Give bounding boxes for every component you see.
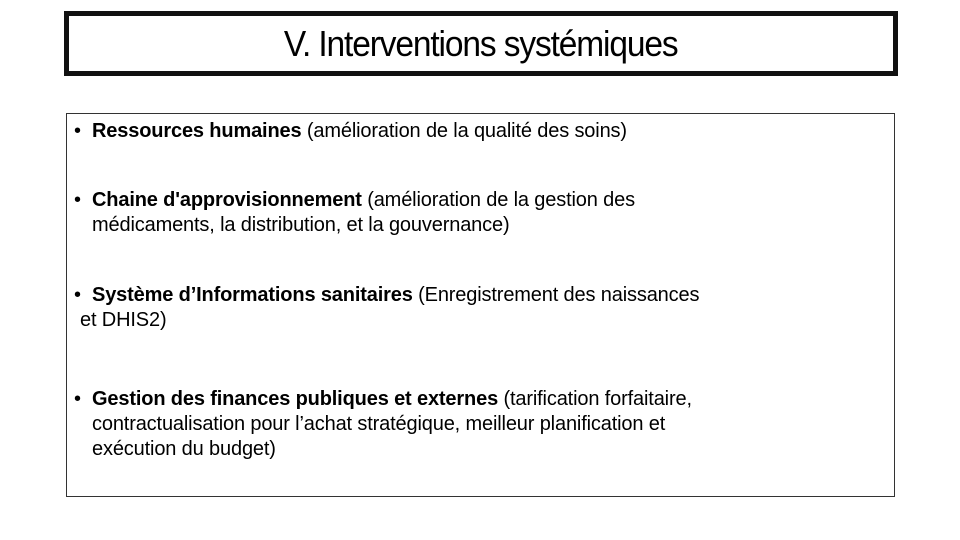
title-frame xyxy=(64,11,898,76)
bullet-continuation: contractualisation pour l’achat stratégique, meilleur planification et xyxy=(92,413,666,435)
bullet-item-supply-chain xyxy=(74,188,854,238)
bullet-continuation: exécution du budget) xyxy=(92,438,276,460)
bullet-item-health-information xyxy=(74,283,854,333)
bullet-continuation: médicaments, la distribution, et la gouvernance) xyxy=(92,214,510,236)
bullet-heading: Gestion des finances publiques et externes xyxy=(92,388,499,410)
bullet-continuation: et DHIS2) xyxy=(80,309,167,331)
bullet-icon: • xyxy=(74,120,81,142)
bullet-icon: • xyxy=(74,189,81,211)
bullet-text: (Enregistrement des naissances xyxy=(412,284,700,306)
bullet-text: (amélioration de la gestion des xyxy=(361,189,635,211)
bullet-heading: Ressources humaines xyxy=(92,120,302,142)
bullet-heading: Système d’Informations sanitaires xyxy=(92,284,413,306)
slide-title: V. Interventions systémiques xyxy=(284,22,678,64)
bullet-icon: • xyxy=(74,388,81,410)
bullet-text: (tarification forfaitaire, xyxy=(498,388,692,410)
bullet-heading: Chaine d'approvisionnement xyxy=(92,189,362,211)
bullet-icon: • xyxy=(74,284,81,306)
content-frame xyxy=(66,113,895,497)
bullet-item-public-finance xyxy=(74,387,854,462)
bullet-text: (amélioration de la qualité des soins) xyxy=(301,120,627,142)
bullet-item-human-resources xyxy=(74,119,854,144)
